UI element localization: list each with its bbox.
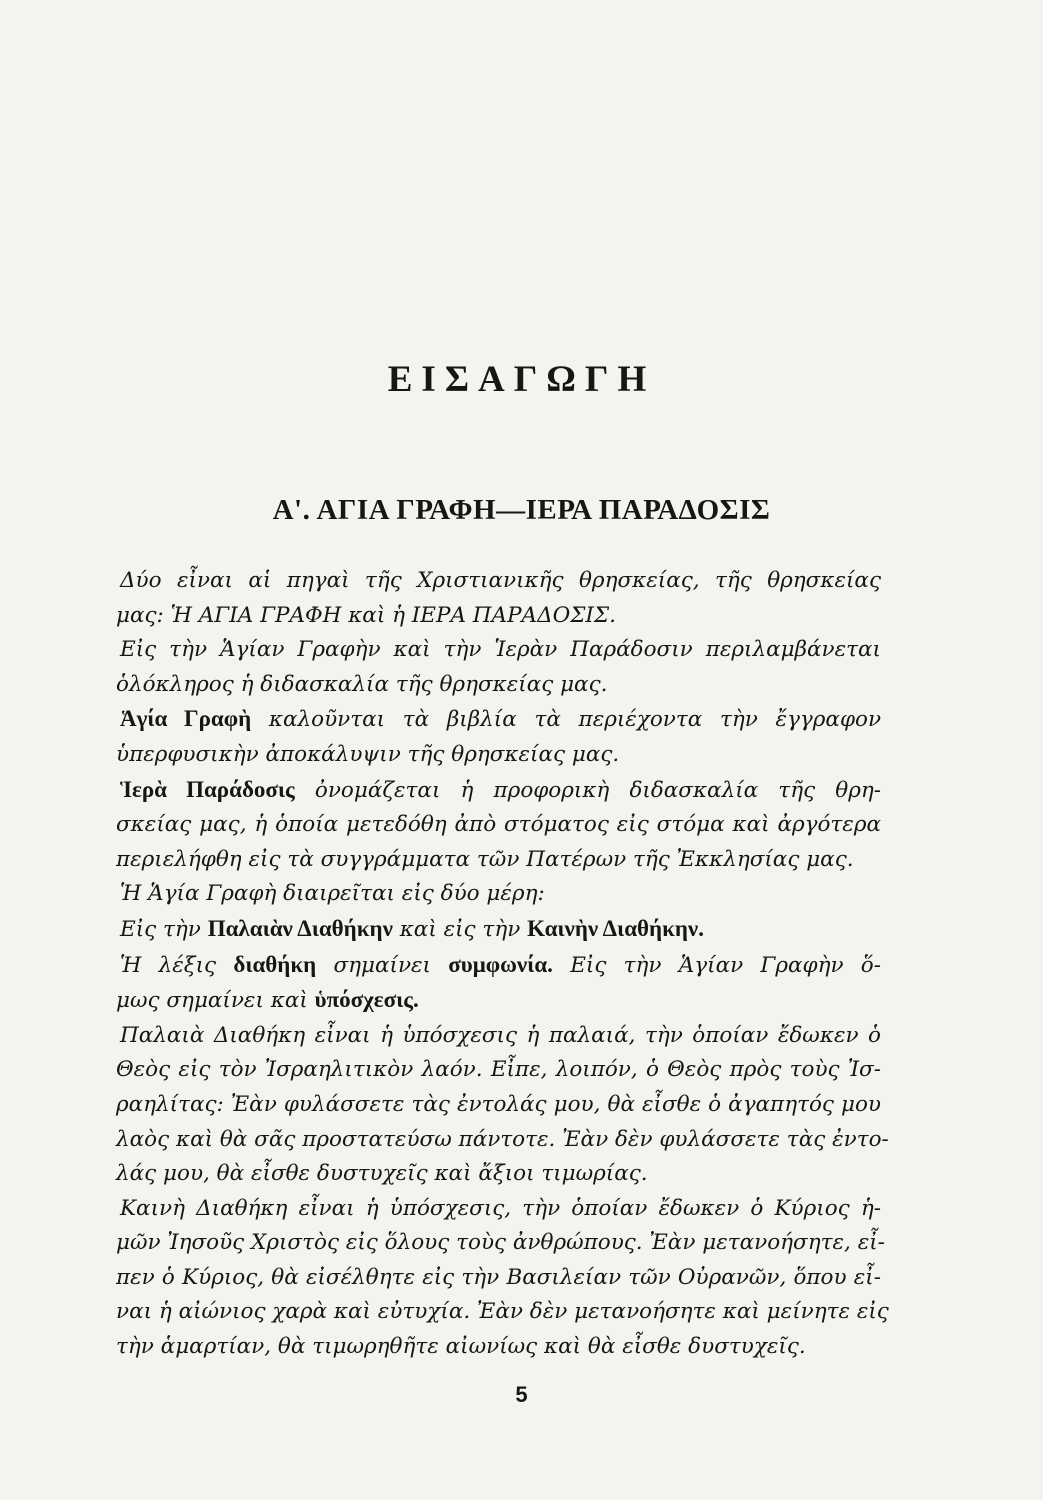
paragraph-line: πεν ὁ Κύριος, θὰ εἰσέλθητε εἰς τὴν Βασιλείαν τῶν Οὐρανῶν, ὅπου εἶ- [116, 1264, 881, 1290]
line-text: καλοῦνται τὰ βιβλία τὰ περιέχοντα τὴν ἔγγραφον [268, 707, 882, 733]
section-heading: Α'. ΑΓΙΑ ΓΡΑΦΗ—ΙΕΡΑ ΠΑΡΑΔΟΣΙΣ [272, 494, 771, 526]
term-kaini-diathiki: Καινὴν Διαθήκην. [527, 915, 704, 941]
line-text: Εἰς τὴν [120, 916, 201, 942]
term-palaia-diathiki: Παλαιὰν Διαθήκην [207, 915, 393, 941]
paragraph-line [116, 948, 881, 984]
paragraph-line: Δύο εἶναι αἱ πηγαὶ τῆς Χριστιανικῆς θρησκείας, τῆς θρησκείας [120, 568, 881, 593]
line-text: σημαίνει [333, 952, 431, 978]
line-text: καὶ εἰς τὴν [399, 916, 521, 942]
line-text: Ἡ λέξις [120, 952, 217, 978]
paragraph-line: ραηλίτας: Ἐὰν φυλάσσετε τὰς ἐντολάς μου, θὰ εἶσθε ὁ ἀγαπητός μου [116, 1091, 881, 1117]
paragraph-line: ὁλόκληρος ἡ διδασκαλία τῆς θρησκείας μας. [116, 671, 608, 697]
line-text: μως σημαίνει καὶ [116, 988, 308, 1014]
paragraph-line: Καινὴ Διαθήκη εἶναι ἡ ὑπόσχεσις, τὴν ὁποίαν ἔδωκεν ὁ Κύριος ἡ- [120, 1195, 881, 1221]
page-title: ΕΙΣΑΓΩΓΗ [387, 359, 656, 400]
page-number: 5 [515, 1382, 528, 1407]
paragraph-line: σκείας μας, ἡ ὁποία μετεδόθη ἀπὸ στόματος εἰς στόμα καὶ ἀργότερα [116, 812, 881, 838]
paragraph-line: Θεὸς εἰς τὸν Ἰσραηλιτικὸν λαόν. Εἶπε, λοιπόν, ὁ Θεὸς πρὸς τοὺς Ἰσ- [116, 1057, 881, 1083]
paragraph-line: περιελήφθη εἰς τὰ συγγράμματα τῶν Πατέρων τῆς Ἐκκλησίας μας. [116, 846, 854, 872]
term-yposchesis: ὑπόσχεσις. [314, 987, 419, 1013]
line-text: ὀνομάζεται ἡ προφορικὴ διδασκαλία τῆς θρη- [314, 777, 881, 803]
paragraph-line: Εἰς τὴν Ἁγίαν Γραφὴν καὶ τὴν Ἱερὰν Παράδοσιν περιλαμβάνεται [120, 637, 881, 663]
term-agia-grafi: Ἁγία Γραφὴ [120, 706, 252, 732]
paragraph-line: μας: Ἡ ΑΓΙΑ ΓΡΑΦΗ καὶ ἡ ΙΕΡΑ ΠΑΡΑΔΟΣΙΣ. [116, 602, 616, 628]
term-iera-paradosis: Ἱερὰ Παράδοσις [120, 776, 295, 802]
paragraph-line: ναι ἡ αἰώνιος χαρὰ καὶ εὐτυχία. Ἐὰν δὲν μετανοήσητε καὶ μείνητε εἰς [116, 1299, 889, 1325]
paragraph-line: Παλαιὰ Διαθήκη εἶναι ἡ ὑπόσχεσις ἡ παλαιά, τὴν ὁποίαν ἔδωκεν ὁ [120, 1022, 881, 1048]
paragraph-line [116, 773, 881, 809]
paragraph-line [116, 702, 881, 738]
paragraph-line [116, 983, 881, 1019]
term-symfonia: συμφωνία. [448, 951, 553, 977]
paragraph-line: λάς μου, θὰ εἶσθε δυστυχεῖς καὶ ἄξιοι τιμωρίας. [116, 1161, 648, 1187]
paragraph-line: μῶν Ἰησοῦς Χριστὸς εἰς ὅλους τοὺς ἀνθρώπους. Ἐὰν μετανοήσητε, εἶ- [116, 1230, 885, 1256]
paragraph-line: ὑπερφυσικὴν ἀποκάλυψιν τῆς θρησκείας μας. [116, 741, 620, 767]
term-diathiki: διαθήκη [233, 951, 317, 977]
body-text [116, 564, 889, 1365]
paragraph-line [116, 912, 881, 948]
line-text: Εἰς τὴν Ἁγίαν Γραφὴν ὅ- [570, 952, 881, 978]
paragraph-line: Ἡ Ἁγία Γραφὴ διαιρεῖται εἰς δύο μέρη: [120, 881, 545, 907]
paragraph-line: τὴν ἁμαρτίαν, θὰ τιμωρηθῆτε αἰωνίως καὶ θὰ εἶσθε δυστυχεῖς. [116, 1334, 806, 1360]
paragraph-line: λαὸς καὶ θὰ σᾶς προστατεύσω πάντοτε. Ἐὰν δὲν φυλάσσετε τὰς ἐντο- [116, 1126, 889, 1152]
